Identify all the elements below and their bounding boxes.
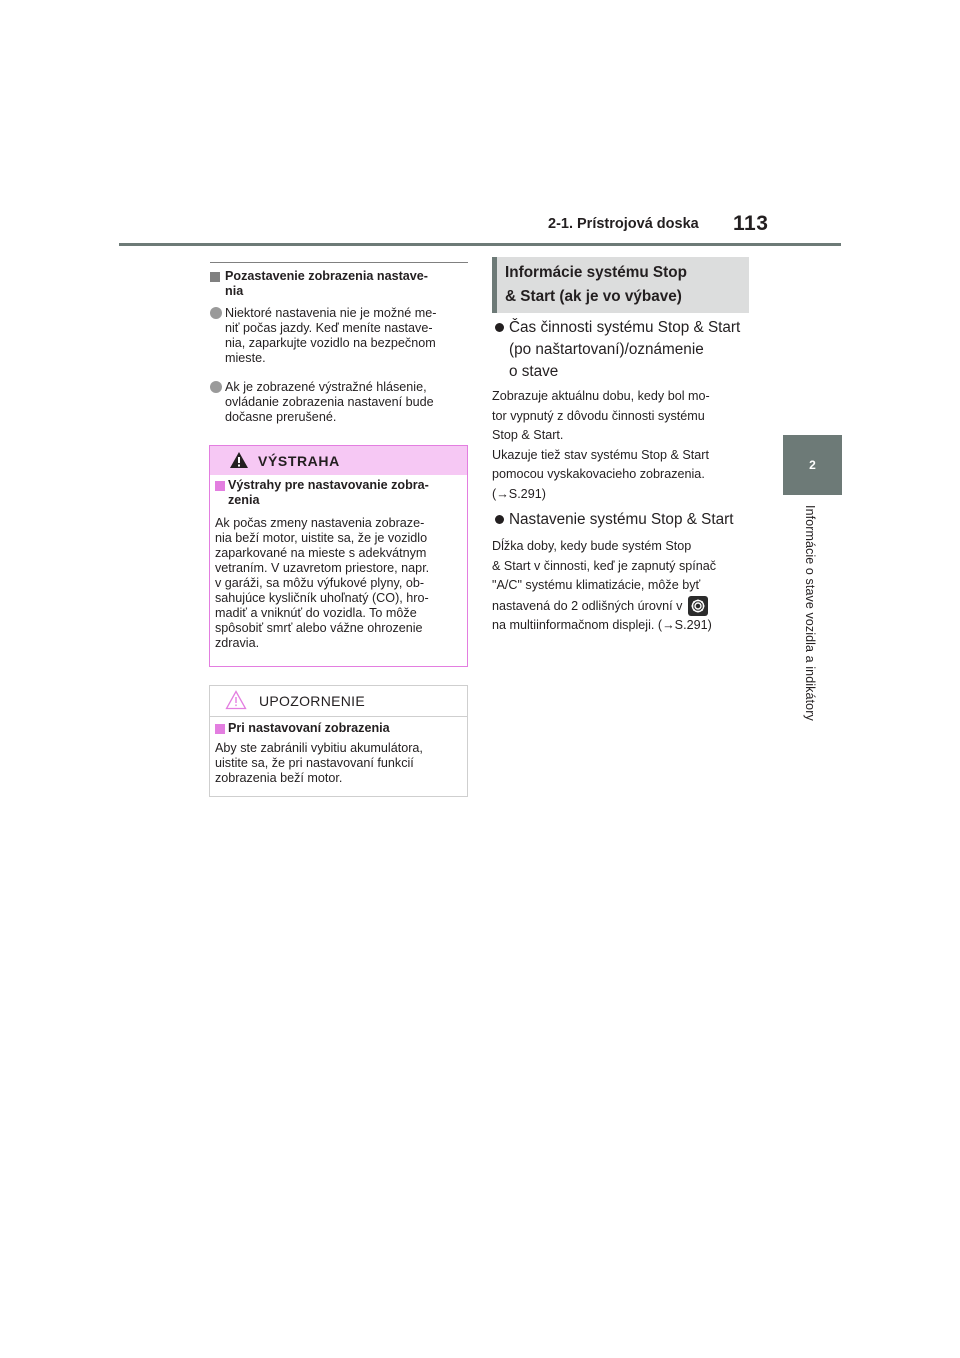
warning-subheading [215,478,467,508]
settings-gear-icon [688,596,708,616]
circle-bullet-icon [210,381,222,393]
feature-description: Zobrazuje aktuálnu dobu, kedy bol mo- tor vypnutý z dôvodu činnosti systému Stop & Start. Ukazuje tiež stav systému Stop & Start pomocou vyskakovacieho zobrazenia. (→S.291) [492,389,710,501]
bullet-item [210,306,472,366]
chapter-number: 2 [809,458,816,472]
info-heading: Informácie systému Stop & Start (ak je vo výbave) [505,264,687,305]
caution-body: Aby ste zabránili vybitiu akumulátora, uistite sa, že pri nastavovaní funkcií zobrazenia beží motor. [215,741,423,785]
square-bullet-icon [215,481,225,491]
chapter-title: Informácie o stave vozidla a indikátory [803,505,817,721]
feature-title-text: Nastavenie systému Stop & Start [509,511,734,528]
header-rule [119,243,841,246]
page-number: 113 [733,212,769,235]
feature-description [492,537,754,636]
feature-item-title [492,509,754,531]
bullet-text: Ak je zobrazené výstražné hlásenie, ovládanie zobrazenia nastavení bude dočasne prerušené. [225,380,434,424]
info-heading-accent [492,257,497,313]
bullet-dot-icon [495,515,504,524]
caution-subheading-text: Pri nastavovaní zobrazenia [228,721,390,735]
bullet-dot-icon [495,323,504,332]
section-divider [210,262,468,263]
circle-bullet-icon [210,307,222,319]
bullet-text: Niektoré nastavenia nie je možné me- niť počas jazdy. Keď meníte nastave- nia, zaparkujte vozidlo na bezpečnom mieste. [225,306,437,365]
warning-subheading-text: Výstrahy pre nastavovanie zobra- zenia [228,478,429,507]
feature-description-text: na multiinformačnom displeji. (→S.291) [492,618,712,632]
warning-body: Ak počas zmeny nastavenia zobraze- nia beží motor, uistite sa, že je vozidlo zaparkované na mieste s adekvátnym vetraním. V uzavretom priestore, napr. v garáži, sa môžu výfukové plyny, ob- sahujúce kysličník uhoľnatý (CO), hro- madiť a vniknúť do vozidla. To môže spôsobiť smrť alebo vážne ohrozenie zdravia. [215,516,430,650]
section-heading [210,269,472,299]
feature-item-title [492,317,754,383]
square-bullet-icon [210,272,220,282]
feature-description-text: Dĺžka doby, kedy bude systém Stop & Start v činnosti, keď je zapnutý spínač "A/C" systému klimatizácie, môže byť nastavená do 2 odlišných úrovní v [492,539,717,613]
bullet-item [210,380,472,425]
caution-triangle-icon [225,690,247,710]
caution-divider [210,716,467,717]
section-title: 2-1. Prístrojová doska [548,216,699,232]
feature-title-text: Čas činnosti systému Stop & Start (po naštartovaní)/oznámenie o stave [509,319,741,380]
square-bullet-icon [215,724,225,734]
section-heading-text: Pozastavenie zobrazenia nastave- nia [225,269,428,298]
warning-triangle-icon [229,451,249,469]
caution-subheading [215,721,467,736]
caution-title: UPOZORNENIE [259,693,365,709]
warning-title: VÝSTRAHA [258,453,340,469]
